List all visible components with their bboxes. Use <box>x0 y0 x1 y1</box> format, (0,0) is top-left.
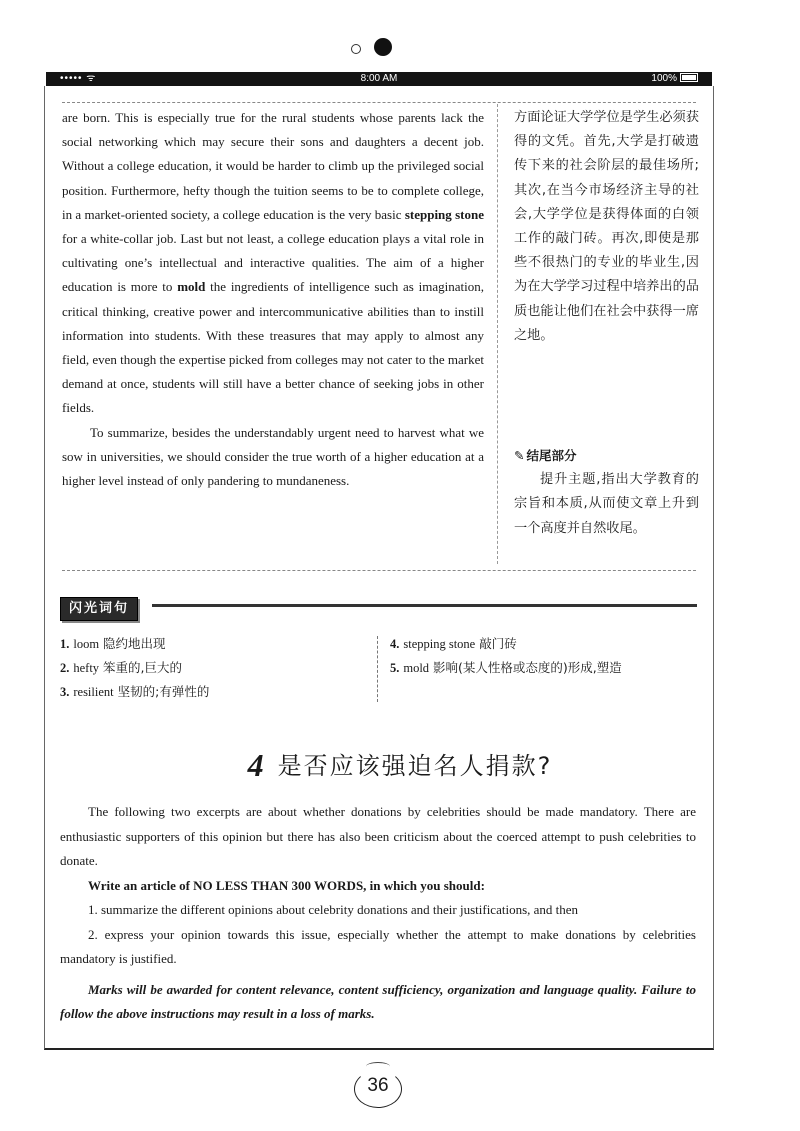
vocab-list-left <box>60 632 209 704</box>
pen-icon: ✎ <box>514 448 525 464</box>
ending-section-body: 提升主题,指出大学教育的宗旨和本质,从而使文章上升到一个高度并自然收尾。 <box>514 472 699 536</box>
vocab-item <box>390 632 622 656</box>
vocab-number: 2. <box>60 661 70 675</box>
task-number: 4 <box>247 747 266 783</box>
vocab-item <box>60 632 209 656</box>
vocab-item <box>60 656 209 680</box>
notes-body: 方面论证大学学位是学生必须获得的文凭。首先,大学是打破遗传下来的社会阶层的最佳场所;其次,在当今市场经济主导的社会,大学学位是获得体面的白领工作的敲门砖。再次,即使是那些不很热门的专业的毕业生,因为在大学学习过程中培养出的品质也能让他们在社会中获得一席之地。 <box>514 110 699 343</box>
vocab-number: 5. <box>390 661 400 675</box>
ending-section-title <box>514 444 699 468</box>
battery-icon <box>680 73 698 82</box>
vocab-item <box>60 680 209 704</box>
vocab-term: stepping stone <box>403 637 476 651</box>
essay-text: are born. This is especially true for the rural students whose parents lack the social networking which may secure their sons and daughters a decent job. Without a college education, it would be harder to climb up the privileged social position. Furthermore, hefty though the tuition seems to be to complete college, in a market-oriented society, a college education is the very basic <box>62 110 484 222</box>
vocab-meaning: 坚韧的;有弹性的 <box>117 684 210 699</box>
task-point-2: 2. express your opinion towards this issue, especially whether the attempt to make donations by celebrities mandatory is justified. <box>60 926 696 966</box>
task-body <box>60 800 696 1027</box>
column-divider <box>497 104 498 564</box>
vocab-number: 1. <box>60 637 70 651</box>
battery-indicator <box>651 72 698 86</box>
task-marks-note: Marks will be awarded for content relevance, content sufficiency, organization and language quality. Failure to follow the above instructions may result in a loss of marks. <box>60 981 696 1021</box>
vocab-item <box>390 656 622 680</box>
vocab-meaning: 影响(某人性格或态度的)形成,塑造 <box>433 660 622 675</box>
task-intro: The following two excerpts are about whether donations by celebrities should be made mandatory. There are enthusiastic supporters of this opinion but there has also been criticism about the coerced attempt to push celebrities to donate. <box>60 804 696 868</box>
essay-text: for a white-collar job. Last but not least, a college education plays a vital role in cultivating one’s intellectual and interactive qualities. The aim of a higher education is more to <box>62 231 484 295</box>
task-point-1: 1. summarize the different opinions about celebrity donations and their justifications, and then <box>88 902 579 917</box>
page-number: 36 <box>367 1075 389 1096</box>
camera-dot-icon <box>374 38 392 56</box>
vocab-meaning: 隐约地出现 <box>103 636 166 651</box>
camera-lens-icon <box>351 44 361 54</box>
vocab-meaning: 敲门砖 <box>479 636 517 651</box>
vocab-term: resilient <box>73 685 114 699</box>
battery-level: 100% <box>651 73 677 84</box>
vocab-term: loom <box>73 637 100 651</box>
ending-title-text: 结尾部分 <box>526 448 577 464</box>
vocab-number: 4. <box>390 637 400 651</box>
highlight-stepping-stone: stepping stone <box>404 206 484 222</box>
notes-column <box>514 106 699 541</box>
vocab-list-right <box>390 632 622 680</box>
signal-indicator: ••••• ᯤ <box>60 73 97 84</box>
vocab-number: 3. <box>60 685 70 699</box>
essay-paragraph-1 <box>62 106 484 421</box>
task-instruction-heading: Write an article of NO LESS THAN 300 WORDS, in which you should: <box>88 877 485 893</box>
essay-column <box>62 106 484 493</box>
essay-paragraph-2: To summarize, besides the understandably urgent need to harvest what we sow in universities, we should consider the true worth of a higher education at a higher level instead of only pandering to mundaneness. <box>62 424 484 489</box>
vocab-term: hefty <box>73 661 100 675</box>
status-time: 8:00 AM <box>360 73 398 84</box>
vocab-divider <box>377 636 378 702</box>
highlight-mold: mold <box>177 279 206 295</box>
vocab-term: mold <box>403 661 430 675</box>
vocab-meaning: 笨重的,巨大的 <box>103 660 183 675</box>
section-divider <box>62 570 696 571</box>
vocab-section-rule <box>152 604 697 607</box>
task-heading <box>0 746 800 784</box>
task-title: 是否应该强迫名人捐款? <box>277 752 553 780</box>
essay-text: the ingredients of intelligence such as imagination, critical thinking, creative power and intercommunicative abilities than to instill information into students. With these treasures that may apply to almost any field, even though the expertise picked from colleges may not cater to the market demand at once, students will still have a better chance of seeking jobs in other fields. <box>62 279 484 416</box>
status-bar <box>46 72 712 86</box>
vocab-section-title: 闪光词句 <box>60 597 138 621</box>
top-divider <box>62 102 696 103</box>
